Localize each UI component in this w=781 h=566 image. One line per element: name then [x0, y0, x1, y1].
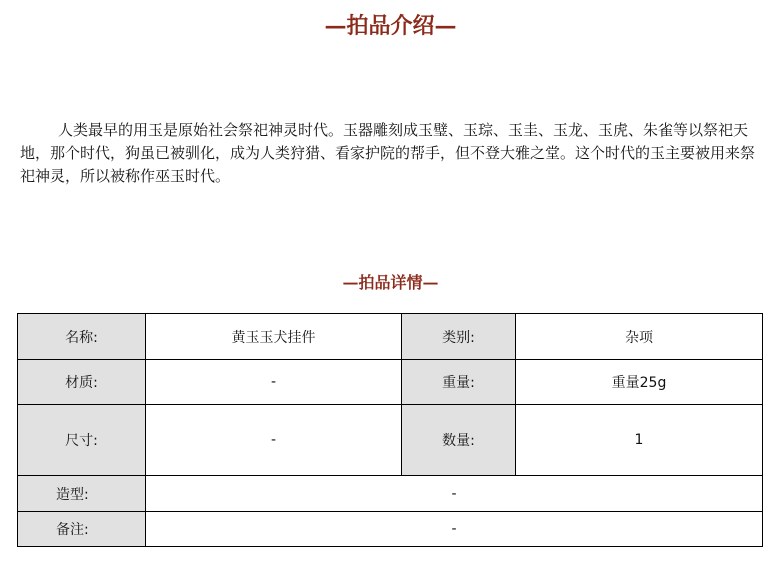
remarks-value: -: [146, 512, 763, 547]
name-value: 黄玉玉犬挂件: [146, 314, 402, 360]
size-label: 尺寸:: [18, 405, 146, 476]
table-row: [18, 405, 763, 476]
table-row: [18, 360, 763, 405]
details-table: [17, 313, 763, 547]
size-value: -: [146, 405, 402, 476]
name-label: 名称:: [18, 314, 146, 360]
intro-paragraph: 人类最早的用玉是原始社会祭祀神灵时代。玉器雕刻成玉璧、玉琮、玉圭、玉龙、玉虎、朱雀等以祭祀天地，那个时代，狗虽已被驯化，成为人类狩猎、看家护院的帮手，但不登大雅之堂。这个时代的玉主要被用来祭祀神灵，所以被称作巫玉时代。: [20, 121, 756, 185]
category-value: 杂项: [516, 314, 763, 360]
weight-label: 重量:: [402, 360, 516, 405]
intro-section-title: —拍品介绍—: [324, 13, 457, 39]
shape-label: 造型:: [18, 476, 146, 512]
table-row: [18, 314, 763, 360]
table-row: [18, 476, 763, 512]
shape-value: -: [146, 476, 763, 512]
weight-value: 重量25g: [516, 360, 763, 405]
table-row: [18, 512, 763, 547]
remarks-label: 备注:: [18, 512, 146, 547]
quantity-label: 数量:: [402, 405, 516, 476]
material-label: 材质:: [18, 360, 146, 405]
category-label: 类别:: [402, 314, 516, 360]
details-section-title: —拍品详情—: [342, 273, 439, 292]
quantity-value: 1: [516, 405, 763, 476]
material-value: -: [146, 360, 402, 405]
